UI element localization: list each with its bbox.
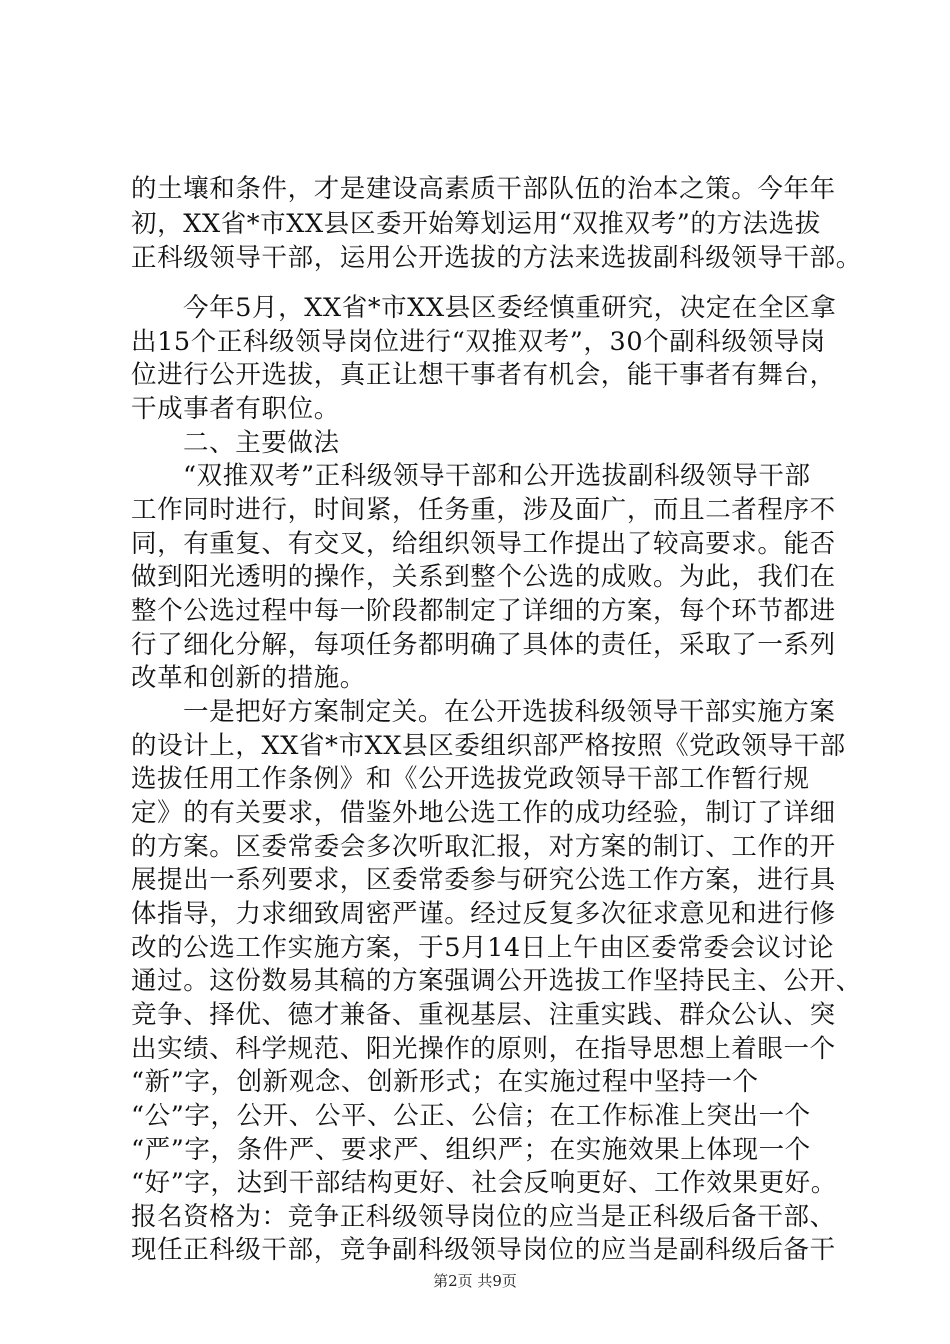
text-line: 干成事者有职位。 xyxy=(131,394,340,424)
text-line: “双推双考”正科级领导干部和公开选拔副科级领导干部 xyxy=(183,461,811,491)
text-line: 定》的有关要求，借鉴外地公选工作的成功经验，制订了详细 xyxy=(131,798,836,828)
text-line: 位进行公开选拔，真正让想干事者有机会，能干事者有舞台， xyxy=(131,360,836,390)
text-line: 报名资格为：竞争正科级领导岗位的应当是正科级后备干部、 xyxy=(131,1202,836,1232)
text-line: 通过。这份数易其稿的方案强调公开选拔工作坚持民主、公开、 xyxy=(131,966,862,996)
text-line: 出15个正科级领导岗位进行“双推双考”，30个副科级领导岗 xyxy=(131,327,826,357)
text-line: 的方案。区委常委会多次听取汇报，对方案的制订、工作的开 xyxy=(131,832,836,862)
text-line: 行了细化分解，每项任务都明确了具体的责任，采取了一系列 xyxy=(131,630,836,660)
text-line: 展提出一系列要求，区委常委参与研究公选工作方案，进行具 xyxy=(131,865,836,895)
text-line: 现任正科级干部，竞争副科级领导岗位的应当是副科级后备干 xyxy=(131,1235,836,1265)
text-line: 的设计上，XX省*市XX县区委组织部严格按照《党政领导干部 xyxy=(131,731,846,761)
text-line: 竞争、择优、德才兼备、重视基层、注重实践、群众公认、突 xyxy=(131,1000,836,1030)
text-line: 改革和创新的措施。 xyxy=(131,663,366,693)
text-line: “好”字，达到干部结构更好、社会反响更好、工作效果更好。 xyxy=(131,1168,837,1198)
text-line: 同，有重复、有交叉，给组织领导工作提出了较高要求。能否 xyxy=(131,529,836,559)
text-line: 一是把好方案制定关。在公开选拔科级领导干部实施方案 xyxy=(183,697,836,727)
text-line: “新”字，创新观念、创新形式；在实施过程中坚持一个 xyxy=(131,1067,759,1097)
text-line: 的土壤和条件，才是建设高素质干部队伍的治本之策。今年年 xyxy=(131,174,836,204)
text-line: 改的公选工作实施方案，于5月14日上午由区委常委会议讨论 xyxy=(131,933,834,963)
page-footer: 第2页 共9页 xyxy=(433,1272,517,1290)
text-line: 初，XX省*市XX县区委开始筹划运用“双推双考”的方法选拔 xyxy=(131,209,821,239)
text-line: 整个公选过程中每一阶段都制定了详细的方案，每个环节都进 xyxy=(131,596,836,626)
text-line: 二、主要做法 xyxy=(183,428,340,458)
text-line: 体指导，力求细致周密严谨。经过反复多次征求意见和进行修 xyxy=(131,899,836,929)
text-line: 出实绩、科学规范、阳光操作的原则，在指导思想上着眼一个 xyxy=(131,1034,836,1064)
text-line: 做到阳光透明的操作，关系到整个公选的成败。为此，我们在 xyxy=(131,562,836,592)
text-line: “公”字，公开、公平、公正、公信；在工作标准上突出一个 xyxy=(131,1101,811,1131)
text-line: 正科级领导干部，运用公开选拔的方法来选拔副科级领导干部。 xyxy=(131,243,862,273)
text-line: 今年5月，XX省*市XX县区委经慎重研究，决定在全区拿 xyxy=(183,293,837,323)
text-line: 工作同时进行，时间紧，任务重，涉及面广，而且二者程序不 xyxy=(131,495,836,525)
text-line: 选拔任用工作条例》和《公开选拔党政领导干部工作暂行规 xyxy=(131,764,810,794)
text-line: “严”字，条件严、要求严、组织严；在实施效果上体现一个 xyxy=(131,1135,811,1165)
